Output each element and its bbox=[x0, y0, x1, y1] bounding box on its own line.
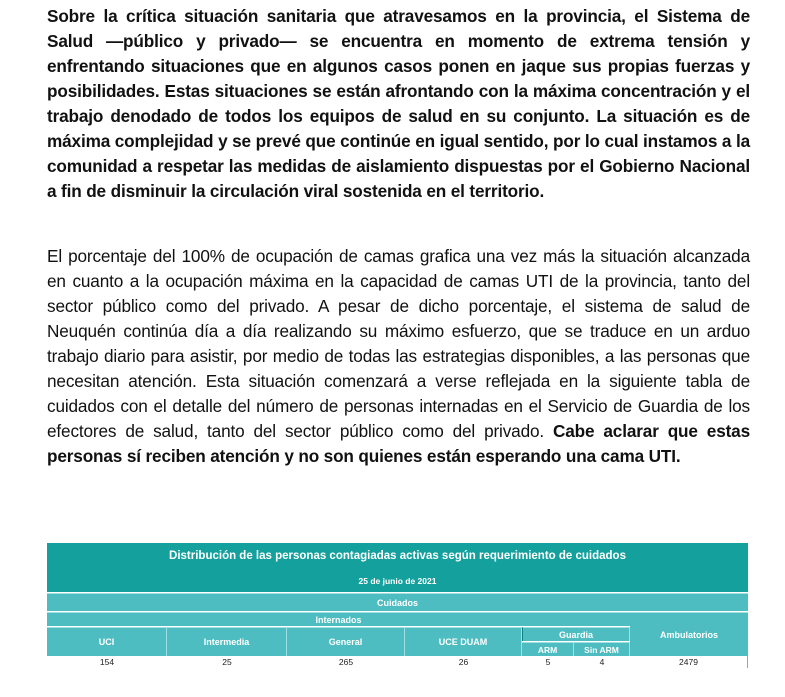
intermedia-value: 25 bbox=[167, 656, 287, 668]
occupancy-text: El porcentaje del 100% de ocupación de camas grafica una vez más la situación alcanzada en cuanto a la ocupación máxima en la capacidad de camas UTI de la provincia, tanto del sector público como del privado. A pesar de dicho porcentaje, el sistema de salud de Neuquén continúa día a día realizando su máximo esfuerzo, que se traduce en un arduo trabajo diario para asistir, por medio de todas las estrategias disponibles, a las personas que necesitan atención. Esta situación comenzará a verse reflejada en la siguiente tabla de cuidados con el detalle del número de personas internadas en el Servicio de Guardia de los efectores de salud, tanto del sector público como del privado. bbox=[47, 246, 750, 441]
internados-header: Internados bbox=[47, 612, 630, 626]
sin-arm-value: 4 bbox=[574, 656, 630, 668]
ambulatorios-header: Ambulatorios bbox=[630, 612, 748, 656]
table-title: Distribución de las personas contagiadas activas según requerimiento de cuidados bbox=[47, 543, 748, 569]
clarification-text: Cabe aclarar que estas personas sí reciben atención y no son quienes están esperando una cama UTI. bbox=[47, 421, 750, 466]
uci-value: 154 bbox=[47, 656, 167, 668]
general-header: General bbox=[287, 627, 405, 656]
table-date: 25 de junio de 2021 bbox=[47, 569, 748, 592]
general-value: 265 bbox=[287, 656, 405, 668]
uce-duam-value: 26 bbox=[405, 656, 522, 668]
occupancy-paragraph bbox=[47, 244, 750, 469]
intermedia-header: Intermedia bbox=[167, 627, 287, 656]
uci-header: UCI bbox=[47, 627, 167, 656]
ambulatorios-value: 2479 bbox=[630, 656, 747, 668]
intro-paragraph: Sobre la crítica situación sanitaria que atravesamos en la provincia, el Sistema de Salud —público y privado— se encuentra en momento de extrema tensión y enfrentando situaciones que en algunos casos ponen en jaque sus propias fuerzas y posibilidades. Estas situaciones se están afrontando con la máxima concentración y el trabajo denodado de todos los equipos de salud en su conjunto. La situación es de máxima complejidad y se prevé que continúe en igual sentido, por lo cual instamos a la comunidad a respetar las medidas de aislamiento dispuestas por el Gobierno Nacional a fin de disminuir la circulación viral sostenida en el territorio. bbox=[47, 6, 750, 201]
sin-arm-header: Sin ARM bbox=[574, 642, 630, 656]
cuidados-header: Cuidados bbox=[47, 593, 748, 611]
care-distribution-table bbox=[47, 543, 748, 668]
guardia-header: Guardia bbox=[522, 627, 630, 641]
arm-header: ARM bbox=[522, 642, 574, 656]
arm-value: 5 bbox=[522, 656, 574, 668]
uce-duam-header: UCE DUAM bbox=[405, 627, 522, 656]
